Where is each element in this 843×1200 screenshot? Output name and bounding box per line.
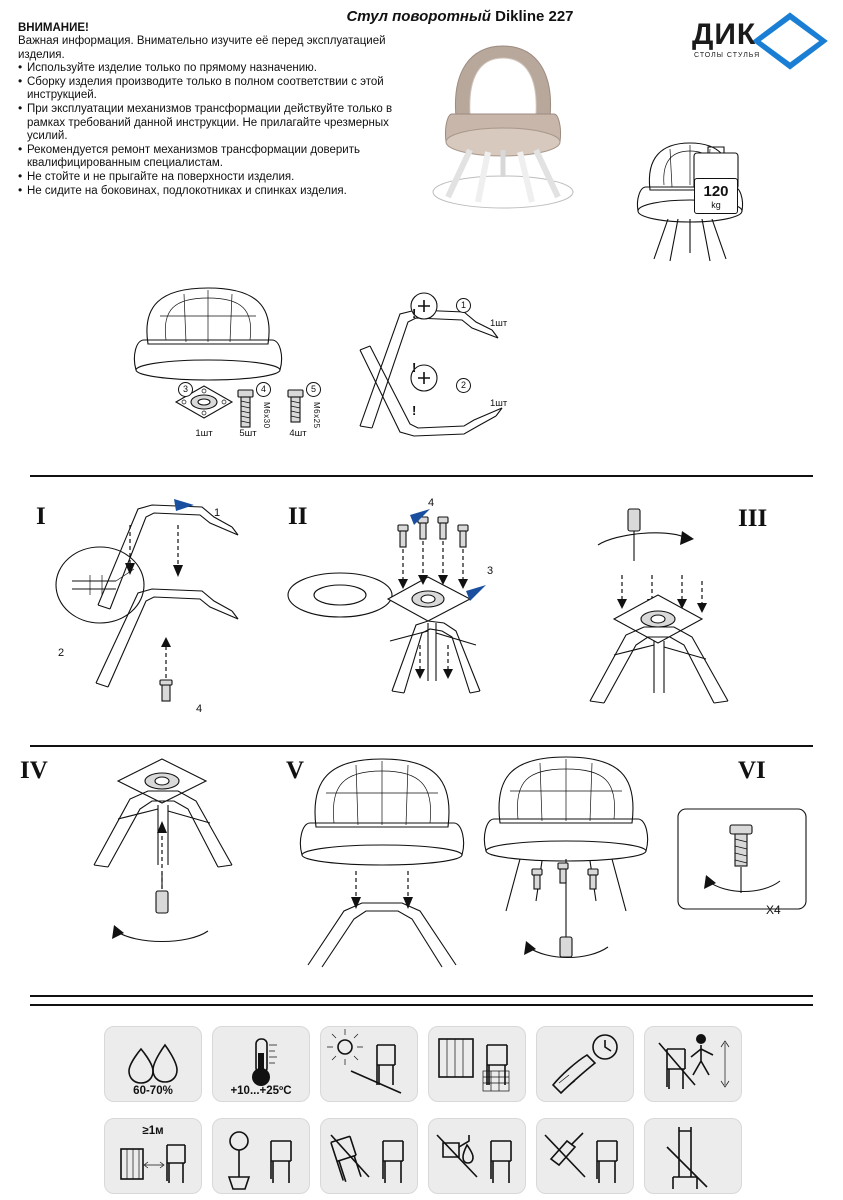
step-6-detail-box	[676, 807, 813, 917]
step-numeral-6: VI	[738, 757, 766, 784]
list-item: • Не стойте и не прыгайте на поверхности изделия.	[18, 171, 393, 185]
callout-1: 1	[456, 298, 471, 313]
part-spec-bolt-long: М6х30	[262, 402, 271, 429]
do-not-drag-icon	[644, 1118, 742, 1194]
tighten-fasteners-periodically-icon	[536, 1026, 634, 1102]
brand-logo	[690, 10, 830, 72]
attention-mark: !	[412, 360, 417, 375]
distance-caption: ≥1м	[142, 1125, 164, 1137]
step-6-illustration	[470, 751, 680, 976]
part-qty-leg-frame-1: 1шт	[490, 318, 508, 329]
step-1-label-2: 2	[58, 647, 65, 659]
list-item: • Рекомендуется ремонт механизмов трансформации доверить квалифицированным специалистам.	[18, 144, 393, 171]
page-title-main: Стул поворотный	[346, 8, 491, 25]
part-qty-bolt-short: 4шт	[289, 428, 307, 439]
part-qty-bolt-long: 5шт	[239, 428, 257, 439]
list-item: • Используйте изделие только по прямому назначению.	[18, 62, 393, 76]
care-icons-section	[0, 1000, 843, 1200]
warning-lead: Важная информация. Внимательно изучите её перед эксплуатацией изделия.	[18, 35, 386, 61]
humidity-caption: 60-70%	[133, 1085, 173, 1097]
logo-tagline: СТОЛЫ СТУЛЬЯ	[694, 52, 761, 59]
part-spec-bolt-short: М6х25	[312, 402, 321, 429]
callout-5: 5	[306, 382, 321, 397]
step-3-illustration	[556, 495, 806, 710]
callout-4: 4	[256, 382, 271, 397]
step-2-illustration	[280, 495, 530, 705]
page-title-model: Dikline 227	[495, 8, 574, 25]
warning-block	[18, 22, 393, 198]
parts-list-section	[0, 270, 843, 475]
step-numeral-3: III	[738, 505, 768, 532]
do-not-stand-on-chair-icon	[644, 1026, 742, 1102]
part-seat-illustration	[130, 282, 300, 382]
weight-limit-value: 120	[703, 183, 729, 200]
step-1-label-4: 4	[196, 703, 203, 715]
assembly-steps-section	[0, 475, 843, 995]
weight-limit-badge	[694, 178, 738, 214]
clean-floor-icon	[212, 1118, 310, 1194]
step-2-label-4: 4	[428, 497, 435, 509]
no-direct-sunlight-icon	[320, 1026, 418, 1102]
step-4-illustration	[56, 753, 286, 973]
divider	[30, 745, 813, 747]
step-1-label-1: 1	[214, 507, 221, 519]
step-6-label-x4: X4	[766, 903, 781, 917]
header	[0, 0, 843, 270]
step-1-illustration	[56, 495, 276, 705]
list-item: • Сборку изделия производите только в полном соответствии с этой инструкцией.	[18, 76, 393, 103]
list-item: • Не сидите на боковинах, подлокотниках и спинках изделия.	[18, 185, 393, 199]
step-numeral-2: II	[288, 503, 308, 530]
chair-product-photo	[408, 22, 598, 232]
warning-list	[18, 62, 393, 198]
step-numeral-5: V	[286, 757, 305, 784]
divider	[30, 475, 813, 477]
step-numeral-1: I	[36, 503, 46, 530]
part-leg-frame-illustration	[352, 288, 552, 448]
warning-heading: ВНИМАНИЕ!	[18, 22, 89, 34]
temperature-caption: +10...+25ºC	[230, 1085, 292, 1097]
do-not-hit-icon	[536, 1118, 634, 1194]
keep-away-from-heater-icon	[428, 1026, 526, 1102]
humidity-icon	[104, 1026, 202, 1102]
step-2-label-3: 3	[487, 565, 494, 577]
weight-limit-unit: kg	[711, 200, 721, 210]
logo-wordmark: ДИК	[692, 18, 757, 51]
step-numeral-4: IV	[20, 757, 48, 784]
temperature-icon	[212, 1026, 310, 1102]
part-qty-plate: 1шт	[195, 428, 213, 439]
part-qty-leg-frame-2: 1шт	[490, 398, 508, 409]
distance-one-meter-from-heater-icon	[104, 1118, 202, 1194]
do-not-use-chemicals-icon	[428, 1118, 526, 1194]
step-5-chair-body	[300, 751, 490, 961]
attention-mark: !	[412, 403, 417, 418]
do-not-tilt-chair-icon	[320, 1118, 418, 1194]
list-item: • При эксплуатации механизмов трансформации действуйте только в рамках требований данной инструкции. Не прилагайте чрезмерных усилий.	[18, 103, 393, 144]
divider	[30, 1004, 813, 1006]
callout-3: 3	[178, 382, 193, 397]
attention-mark: !	[412, 306, 417, 321]
divider	[30, 995, 813, 997]
callout-2: 2	[456, 378, 471, 393]
